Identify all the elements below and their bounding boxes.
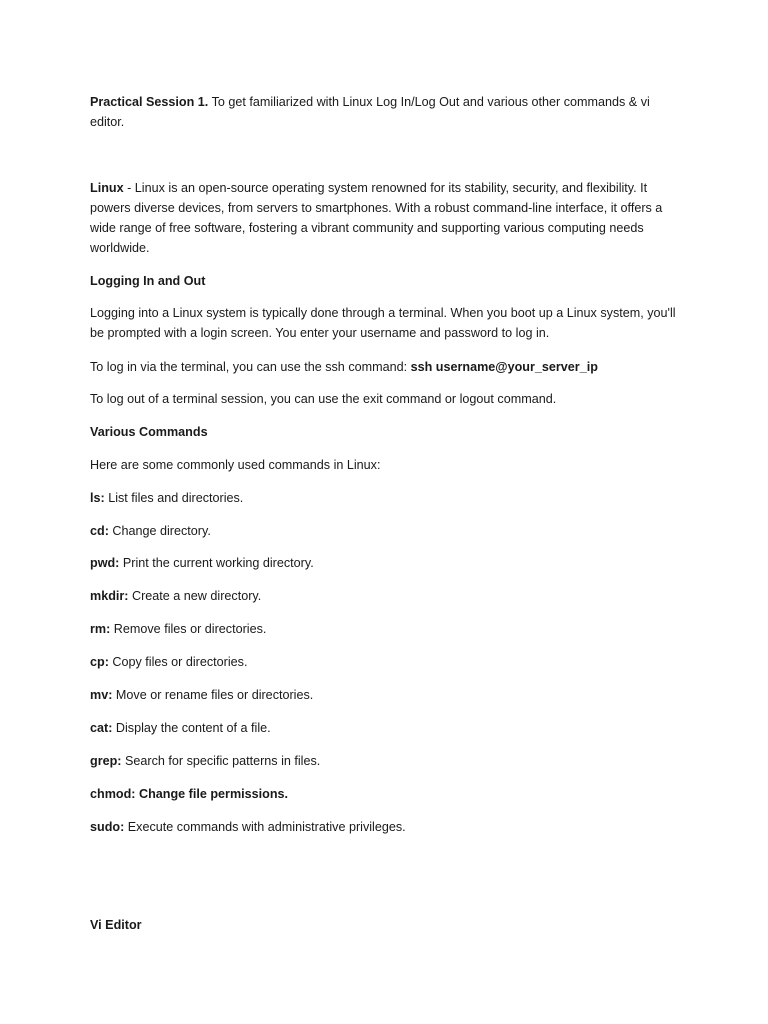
linux-intro-bold: Linux (90, 181, 124, 195)
command-name: pwd: (90, 556, 120, 570)
command-item (90, 751, 680, 771)
command-desc: List files and directories. (104, 491, 244, 505)
commands-intro: Here are some commonly used commands in Linux: (90, 458, 381, 472)
session-title (90, 92, 680, 132)
command-name: cp: (90, 655, 109, 669)
command-item (90, 652, 680, 672)
command-name: chmod: Change file permissions. (90, 787, 289, 801)
command-desc: Execute commands with administrative privileges. (124, 820, 406, 834)
command-name: mkdir: (90, 589, 129, 603)
command-name: mv: (90, 688, 113, 702)
command-item (90, 718, 680, 738)
command-name: ls: (90, 491, 105, 505)
command-item (90, 685, 680, 705)
command-desc: Copy files or directories. (108, 655, 248, 669)
ssh-paragraph (90, 357, 680, 377)
linux-intro-text: - Linux is an open-source operating system renowned for its stability, security, and flexibility. It powers diverse devices, from servers to smartphones. With a robust command-line interface, it offers a wide range of free software, fostering a vibrant community and supporting various computing needs worldwide. (90, 181, 663, 255)
command-desc: Remove files or directories. (110, 622, 267, 636)
command-desc: Display the content of a file. (112, 721, 271, 735)
command-name: rm: (90, 622, 111, 636)
command-item (90, 521, 680, 541)
command-item (90, 784, 680, 804)
command-item (90, 553, 680, 573)
session-title-bold: Practical Session 1. (90, 95, 209, 109)
command-name: cat: (90, 721, 113, 735)
logging-heading: Logging In and Out (90, 274, 206, 288)
command-item (90, 619, 680, 639)
command-item (90, 817, 680, 837)
command-name: sudo: (90, 820, 125, 834)
vi-editor-heading: Vi Editor (90, 918, 142, 932)
command-desc: Change directory. (108, 524, 211, 538)
command-desc: Search for specific patterns in files. (121, 754, 321, 768)
commands-heading: Various Commands (90, 425, 208, 439)
command-name: cd: (90, 524, 109, 538)
linux-intro-paragraph (90, 178, 680, 258)
command-desc: Print the current working directory. (119, 556, 314, 570)
command-item (90, 586, 680, 606)
logging-paragraph: Logging into a Linux system is typically done through a terminal. When you boot up a Linux system, you'll be prompted with a login screen. You enter your username and password to log in. (90, 306, 676, 340)
command-desc: Create a new directory. (128, 589, 262, 603)
command-name: grep: (90, 754, 122, 768)
session-title-text: To get familiarized with Linux Log In/Log Out and various other commands & vi editor. (90, 95, 650, 129)
ssh-command: ssh username@your_server_ip (410, 360, 598, 374)
ssh-text: To log in via the terminal, you can use the ssh command: (90, 360, 411, 374)
command-item (90, 488, 680, 508)
command-desc: Move or rename files or directories. (112, 688, 314, 702)
logout-paragraph: To log out of a terminal session, you can use the exit command or logout command. (90, 392, 557, 406)
